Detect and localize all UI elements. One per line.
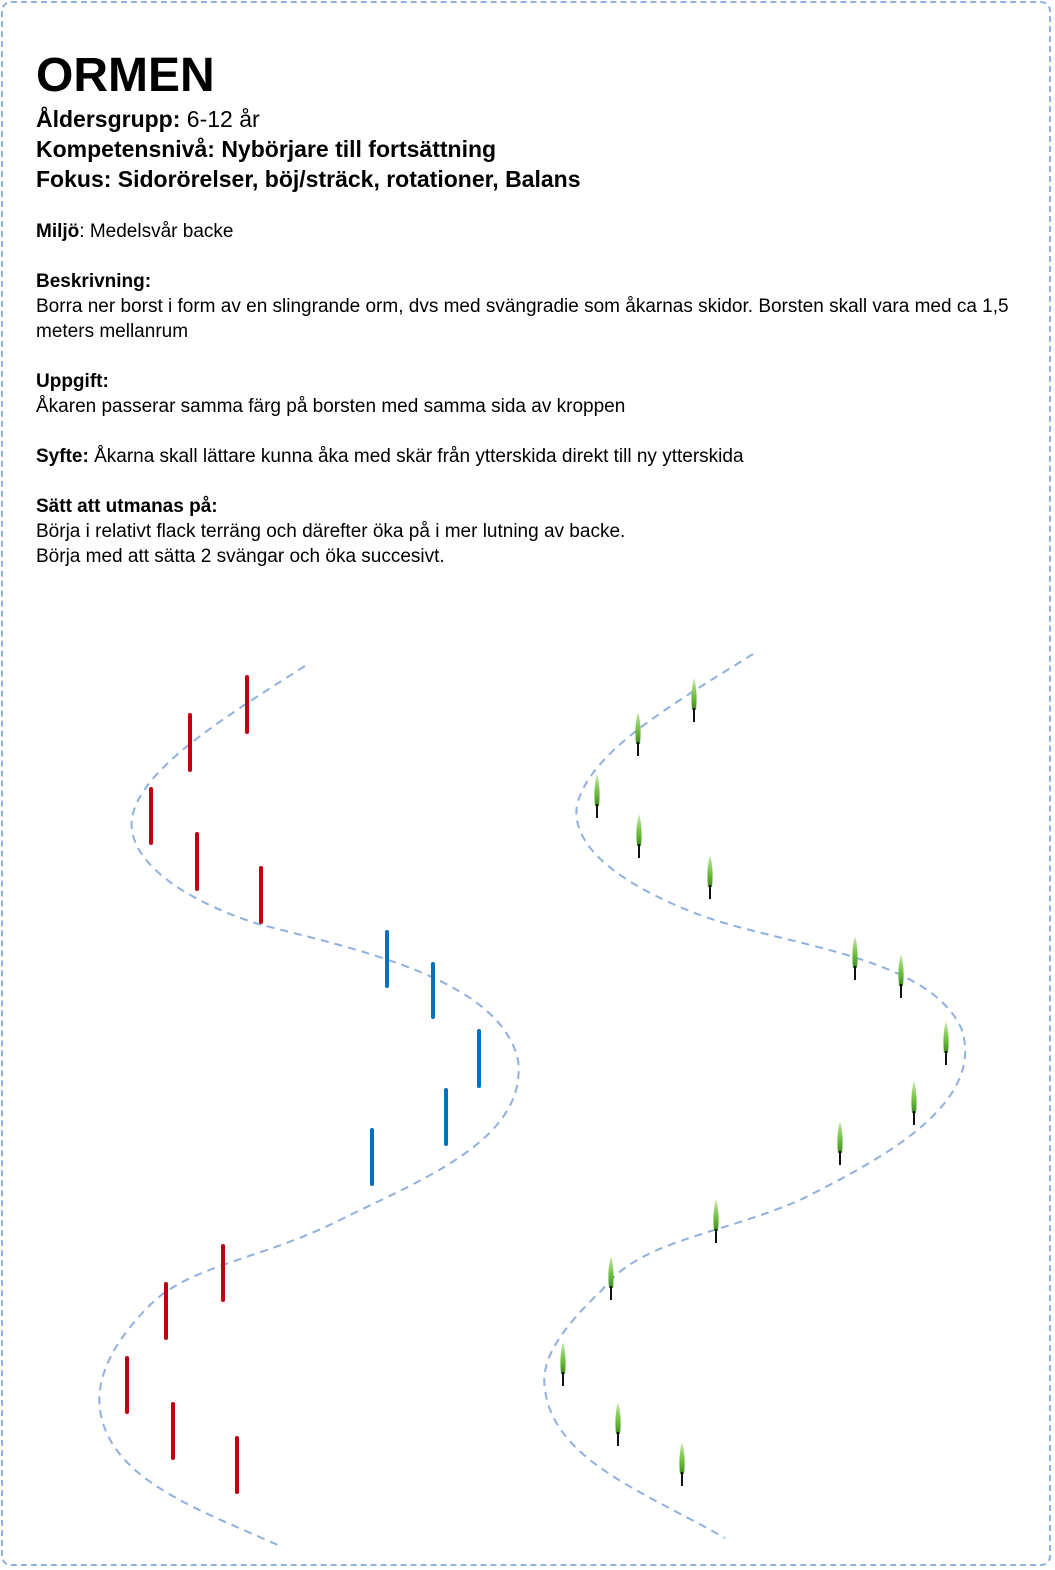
brush-icon [837,1121,842,1165]
brush-icon [707,855,712,899]
drill-card [36,48,1046,569]
drill-title: ORMEN [36,49,215,102]
focus [36,164,1046,194]
left-snake-path [99,666,518,1546]
brush-icon [594,774,599,818]
task-text: Åkaren passerar samma färg på borsten med samma sida av kroppen [36,396,626,417]
task-label: Uppgift: [36,371,109,392]
purpose [36,444,1046,469]
purpose-label: Syfte: [36,446,89,467]
purpose-text: Åkarna skall lättare kunna åka med skär från ytterskida direkt till ny ytterskida [88,446,744,467]
task-heading [36,369,1046,394]
blue-poles [372,932,479,1184]
focus-label: Fokus: Sidorörelser, böj/sträck, rotationer, Balans [36,166,581,192]
brush-icon [608,1256,613,1300]
challenge-line-2: Börja med att sätta 2 svängar och öka succesivt. [36,546,445,567]
description-label: Beskrivning: [36,271,152,292]
environment-value: : Medelsvår backe [79,221,234,242]
brush-icon [898,954,903,998]
red-poles-upper [151,677,261,922]
brush-icon [615,1402,620,1446]
brush-icon [911,1081,916,1125]
age-group [36,104,1046,134]
brush-icon [636,814,641,858]
age-group-value: 6-12 år [180,106,260,132]
brush-icon [852,936,857,980]
description-heading [36,269,1046,294]
brush-icon [691,678,696,722]
brush-icon [560,1342,565,1386]
brush-icon [679,1442,684,1486]
brush-icon [635,712,640,756]
environment [36,219,1046,244]
slalom-diagram [0,600,1055,1560]
age-group-label: Åldersgrupp: [36,106,181,132]
environment-label: Miljö [36,221,80,242]
brush-icon [713,1199,718,1243]
green-brushes [560,678,948,1486]
challenge-line-1: Börja i relativt flack terräng och därefter öka på i mer lutning av backe. [36,521,626,542]
brush-icon [943,1021,948,1065]
competence-level-label: Kompetensnivå: Nybörjare till fortsättning [36,136,497,162]
competence-level [36,134,1046,164]
right-snake-path [544,654,965,1538]
challenge-heading [36,494,1046,519]
challenge-label: Sätt att utmanas på: [36,496,218,517]
description-text: Borra ner borst i form av en slingrande orm, dvs med svängradie som åkarnas skidor. Borsten skall vara med ca 1,5 meters mellanrum [36,296,1009,342]
